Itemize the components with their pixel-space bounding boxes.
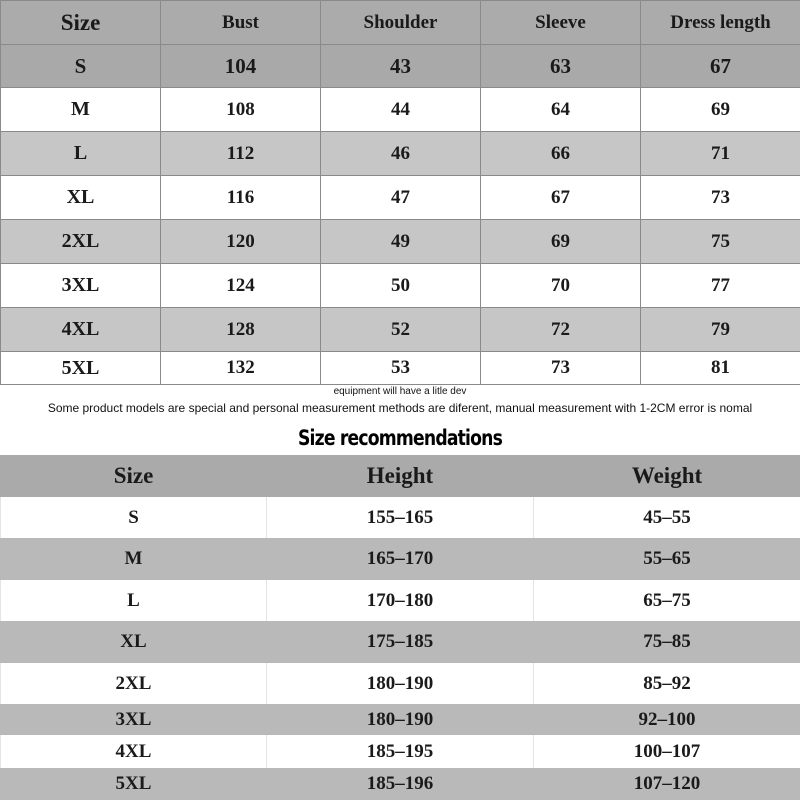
table-cell: 120: [161, 220, 321, 264]
table-cell: 112: [161, 132, 321, 176]
table-cell: 44: [321, 88, 481, 132]
table-cell: L: [1, 132, 161, 176]
table-cell: L: [1, 580, 267, 621]
table-cell: M: [1, 538, 267, 580]
header-cell: Bust: [161, 1, 321, 45]
table-cell: 5XL: [1, 352, 161, 385]
table-cell: 79: [641, 308, 800, 352]
table-cell: 104: [161, 45, 321, 88]
table-cell: 43: [321, 45, 481, 88]
table-cell: 50: [321, 264, 481, 308]
table-cell: 46: [321, 132, 481, 176]
table-cell: 71: [641, 132, 800, 176]
table-cell: 170–180: [267, 580, 534, 621]
table-cell: 124: [161, 264, 321, 308]
table-cell: 67: [481, 176, 641, 220]
measurement-note: Some product models are special and personal measurement methods are diferent, manual measurement with 1-2CM error is nomal: [47, 401, 753, 415]
header-cell: Height: [267, 455, 534, 497]
table-cell: 75–85: [534, 621, 800, 663]
recommendations-title: Size recommendations: [297, 426, 503, 450]
table-cell: 47: [321, 176, 481, 220]
size-chart-header: [1, 1, 800, 45]
table-cell: 64: [481, 88, 641, 132]
size-recommendations-table: [0, 455, 800, 800]
table-cell: 132: [161, 352, 321, 385]
table-row: [1, 621, 800, 663]
table-row: [1, 663, 800, 704]
table-cell: 69: [481, 220, 641, 264]
table-cell: 3XL: [1, 264, 161, 308]
table-cell: 73: [641, 176, 800, 220]
table-row: [1, 220, 800, 264]
table-cell: 4XL: [1, 308, 161, 352]
table-cell: 92–100: [534, 704, 800, 735]
table-row: [1, 768, 800, 800]
table-cell: 185–195: [267, 735, 534, 768]
measurement-note-short: equipment will have a litle dev: [333, 386, 467, 397]
table-cell: 155–165: [267, 497, 534, 538]
table-cell: M: [1, 88, 161, 132]
table-cell: 53: [321, 352, 481, 385]
table-cell: XL: [1, 176, 161, 220]
header-cell: Dress length: [641, 1, 800, 45]
table-cell: 52: [321, 308, 481, 352]
table-row: [1, 352, 800, 385]
table-cell: 69: [641, 88, 800, 132]
table-row: [1, 704, 800, 735]
table-cell: 73: [481, 352, 641, 385]
table-cell: 77: [641, 264, 800, 308]
table-row: [1, 308, 800, 352]
table-cell: 175–185: [267, 621, 534, 663]
table-cell: 81: [641, 352, 800, 385]
table-row: [1, 176, 800, 220]
table-cell: 4XL: [1, 735, 267, 768]
table-row: [1, 264, 800, 308]
table-cell: 5XL: [1, 768, 267, 800]
table-row: [1, 580, 800, 621]
table-row: [1, 497, 800, 538]
table-cell: 66: [481, 132, 641, 176]
table-row: [1, 538, 800, 580]
table-cell: 72: [481, 308, 641, 352]
header-cell: Size: [1, 1, 161, 45]
table-cell: 75: [641, 220, 800, 264]
header-cell: Shoulder: [321, 1, 481, 45]
table-cell: 49: [321, 220, 481, 264]
table-cell: 107–120: [534, 768, 800, 800]
table-cell: 116: [161, 176, 321, 220]
size-chart-table: [0, 0, 800, 385]
table-cell: 67: [641, 45, 800, 88]
table-cell: XL: [1, 621, 267, 663]
table-cell: 3XL: [1, 704, 267, 735]
table-cell: 180–190: [267, 663, 534, 704]
table-cell: S: [1, 497, 267, 538]
table-cell: 85–92: [534, 663, 800, 704]
table-cell: 70: [481, 264, 641, 308]
table-cell: 2XL: [1, 663, 267, 704]
table-cell: 2XL: [1, 220, 161, 264]
table-row: [1, 45, 800, 88]
table-cell: 128: [161, 308, 321, 352]
table-cell: S: [1, 45, 161, 88]
recommendations-header: [1, 455, 800, 497]
table-cell: 165–170: [267, 538, 534, 580]
header-cell: Sleeve: [481, 1, 641, 45]
table-cell: 108: [161, 88, 321, 132]
table-row: [1, 132, 800, 176]
table-cell: 55–65: [534, 538, 800, 580]
table-row: [1, 735, 800, 768]
table-cell: 180–190: [267, 704, 534, 735]
header-cell: Size: [1, 455, 267, 497]
table-cell: 63: [481, 45, 641, 88]
table-cell: 65–75: [534, 580, 800, 621]
table-cell: 185–196: [267, 768, 534, 800]
table-cell: 100–107: [534, 735, 800, 768]
header-cell: Weight: [534, 455, 800, 497]
table-row: [1, 88, 800, 132]
table-cell: 45–55: [534, 497, 800, 538]
